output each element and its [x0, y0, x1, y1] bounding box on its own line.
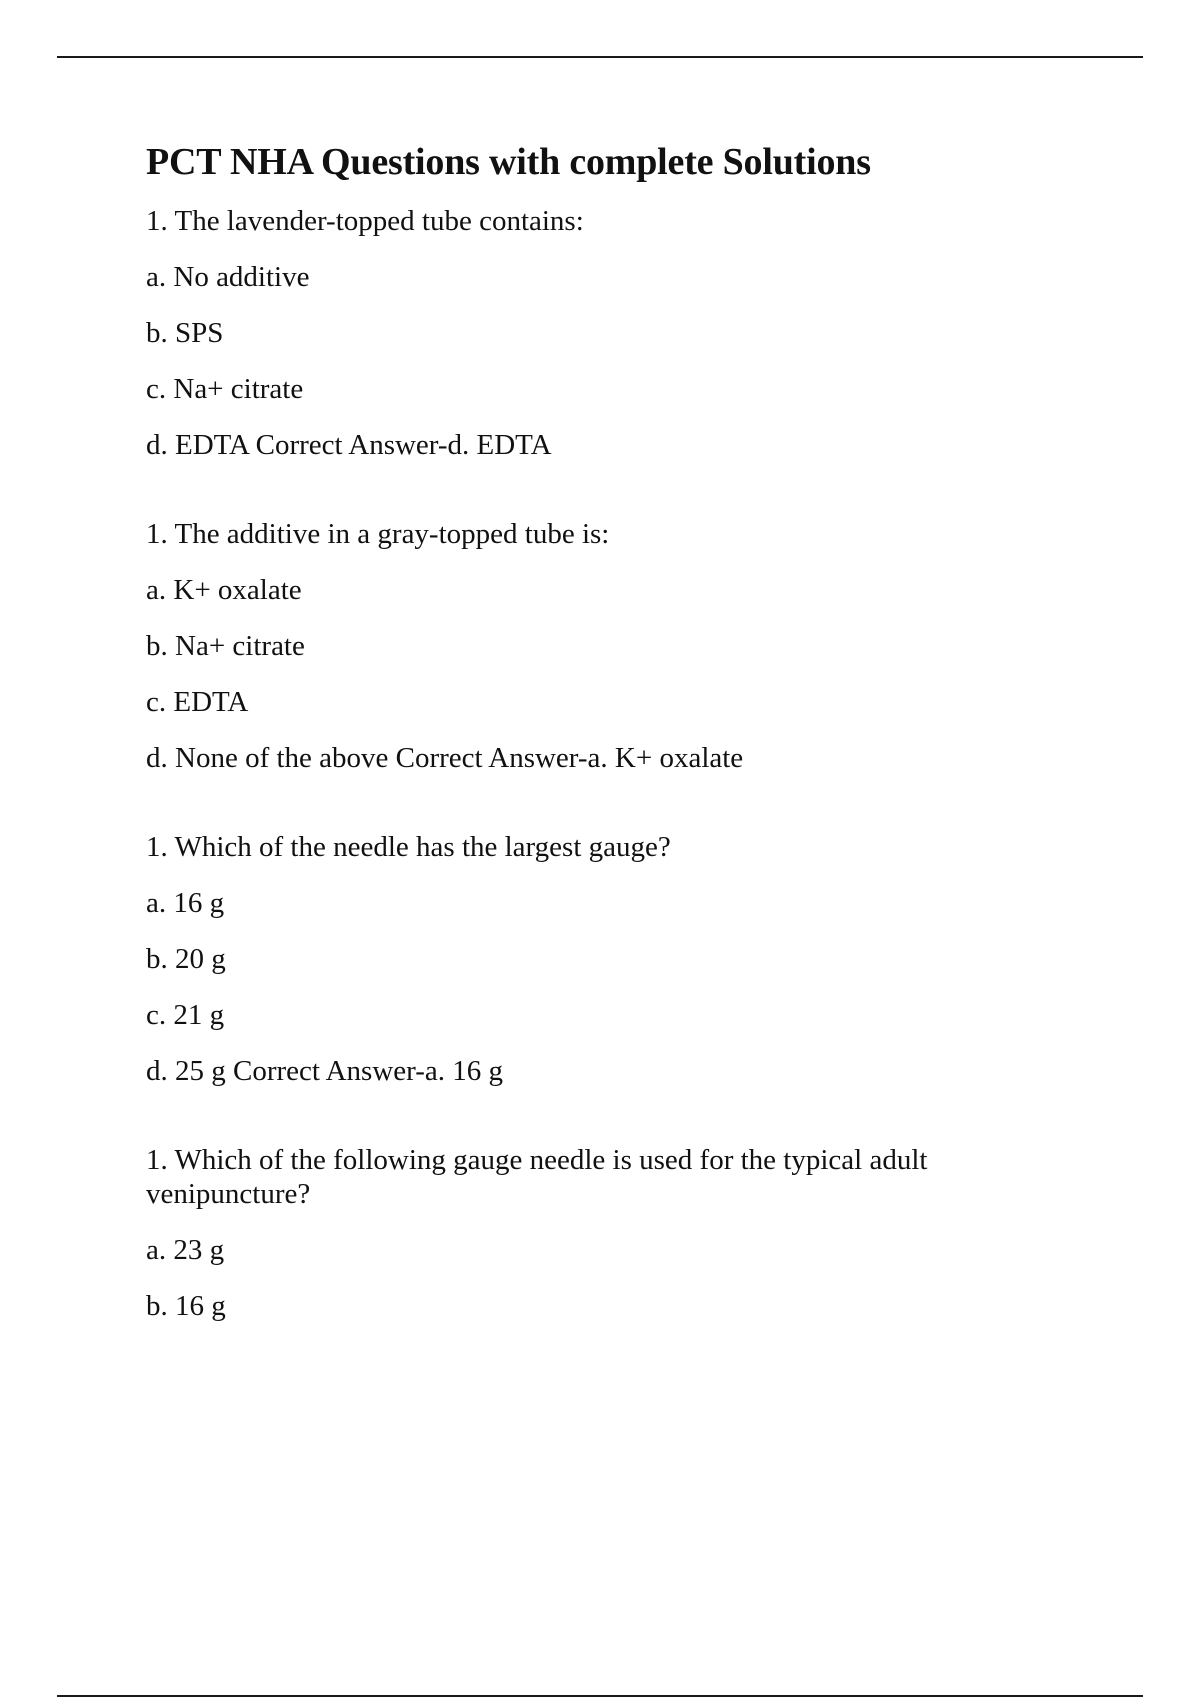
page-title: PCT NHA Questions with complete Solutions	[146, 141, 871, 183]
question-block-1	[146, 204, 1046, 462]
option-a: a. 16 g	[146, 886, 225, 919]
question-block-4	[146, 1143, 1046, 1323]
option-c: c. Na+ citrate	[146, 372, 304, 405]
question-text: 1. The lavender-topped tube contains:	[146, 204, 584, 237]
option-c: c. EDTA	[146, 685, 249, 718]
document-body	[146, 140, 1046, 1378]
option-a: a. K+ oxalate	[146, 573, 302, 606]
question-block-3	[146, 830, 1046, 1088]
option-d-with-answer: d. None of the above Correct Answer-a. K+ oxalate	[146, 741, 744, 774]
question-block-2	[146, 517, 1046, 775]
option-b: b. 16 g	[146, 1289, 226, 1322]
option-a: a. 23 g	[146, 1233, 225, 1266]
option-b: b. Na+ citrate	[146, 629, 305, 662]
question-text: 1. Which of the needle has the largest gauge?	[146, 830, 671, 863]
option-a: a. No additive	[146, 260, 310, 293]
option-b: b. 20 g	[146, 942, 226, 975]
option-c: c. 21 g	[146, 998, 225, 1031]
option-d-with-answer: d. EDTA Correct Answer-d. EDTA	[146, 428, 552, 461]
option-b: b. SPS	[146, 316, 224, 349]
header-rule	[57, 56, 1143, 58]
option-d-with-answer: d. 25 g Correct Answer-a. 16 g	[146, 1054, 504, 1087]
footer-rule	[57, 1695, 1143, 1697]
question-text: 1. Which of the following gauge needle is used for the typical adult venipuncture?	[146, 1143, 928, 1210]
question-text: 1. The additive in a gray-topped tube is:	[146, 517, 610, 550]
